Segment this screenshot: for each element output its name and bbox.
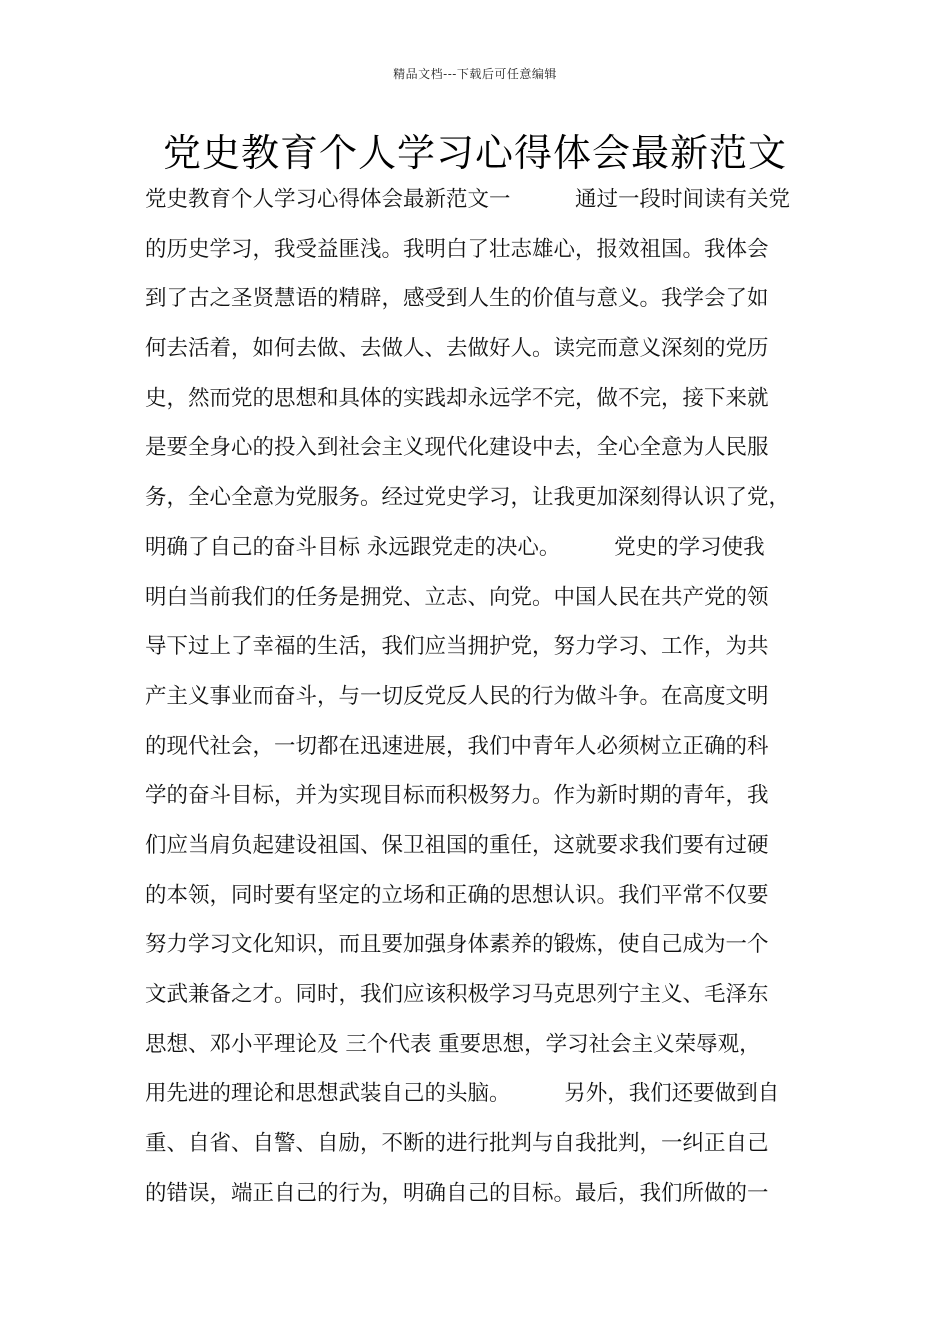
text-line: 的现代社会，一切都在迅速进展，我们中青年人必须树立正确的科 xyxy=(145,733,769,759)
text-line: 重、自省、自警、自励，不断的进行批判与自我批判，一纠正自己 xyxy=(145,1131,769,1157)
document-title: 党史教育个人学习心得体会最新范文 xyxy=(162,131,787,175)
text-line: 用先进的理论和思想武装自己的头脑。 另外，我们还要做到自 xyxy=(145,1081,780,1107)
text-line: 努力学习文化知识，而且要加强身体素养的锻炼，使自己成为一个 xyxy=(145,932,769,958)
text-line: 文武兼备之才。同时，我们应该积极学习马克思列宁主义、毛泽东 xyxy=(145,982,769,1007)
text-line: 们应当肩负起建设祖国、保卫祖国的重任，这就要求我们要有过硬 xyxy=(145,832,769,858)
text-line: 史，然而党的思想和具体的实践却永远学不完，做不完，接下来就 xyxy=(145,385,769,411)
body-text xyxy=(145,180,825,1223)
text-line: 的错误，端正自己的行为，明确自己的目标。最后，我们所做的一 xyxy=(145,1180,769,1206)
text-line: 党史教育个人学习心得体会最新范文一 通过一段时间读有关党 xyxy=(145,187,791,212)
text-line: 明白当前我们的任务是拥党、立志、向党。中国人民在共产党的领 xyxy=(145,584,769,610)
text-line: 导下过上了幸福的生活，我们应当拥护党，努力学习、工作，为共 xyxy=(145,634,769,660)
header-note: 精品文档---下载后可任意编辑 xyxy=(393,67,557,81)
text-line: 是要全身心的投入到社会主义现代化建设中去，全心全意为人民服 xyxy=(145,435,769,461)
text-line: 到了古之圣贤慧语的精辟，感受到人生的价值与意义。我学会了如 xyxy=(145,286,769,312)
text-line: 的本领，同时要有坚定的立场和正确的思想认识。我们平常不仅要 xyxy=(145,882,769,908)
text-line: 何去活着，如何去做、去做人、去做好人。读完而意义深刻的党历 xyxy=(145,336,769,362)
text-line: 思想、邓小平理论及 三个代表 重要思想，学习社会主义荣辱观， xyxy=(145,1031,761,1057)
text-line: 务，全心全意为党服务。经过党史学习，让我更加深刻得认识了党， xyxy=(145,485,791,511)
text-line: 的历史学习，我受益匪浅。我明白了壮志雄心，报效祖国。我体会 xyxy=(145,236,769,262)
text-line: 学的奋斗目标，并为实现目标而积极努力。作为新时期的青年，我 xyxy=(145,783,769,809)
text-line: 明确了自己的奋斗目标 永远跟党走的决心。 党史的学习使我 xyxy=(145,534,765,560)
text-line: 产主义事业而奋斗，与一切反党反人民的行为做斗争。在高度文明 xyxy=(145,683,769,709)
